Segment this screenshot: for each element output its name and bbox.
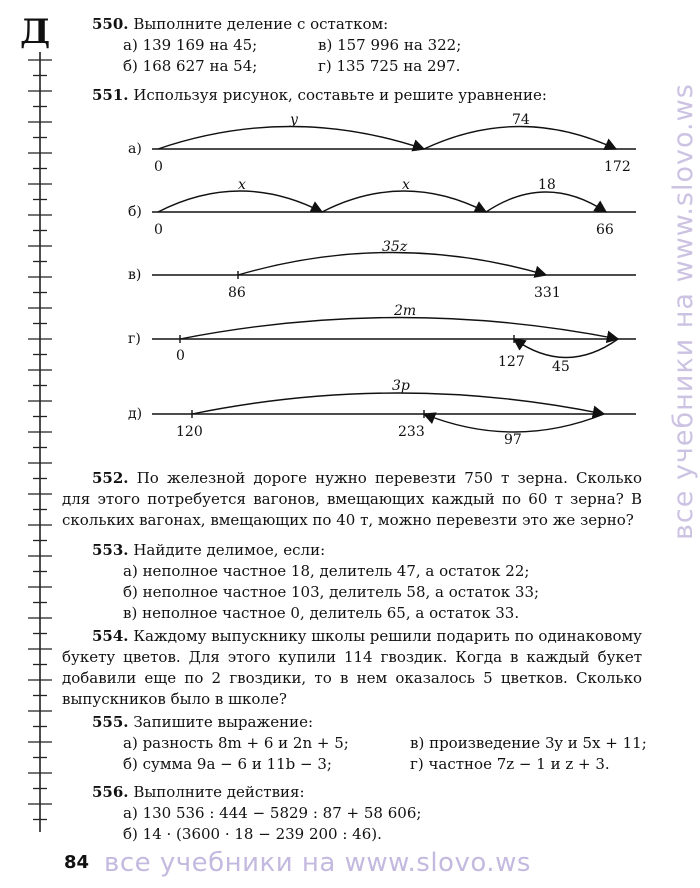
bottom-watermark: все учебники на www.slovo.ws xyxy=(104,848,531,878)
problem-550-v: в) 157 996 на 322; xyxy=(318,36,462,54)
problem-556-b: б) 14 · (3600 · 18 − 239 200 : 46). xyxy=(123,825,382,843)
problem-553-text: Найдите делимое, если: xyxy=(133,541,326,559)
diagram-v-label: в) xyxy=(128,267,142,283)
section-marker: Д xyxy=(20,12,51,52)
problem-553-a: а) неполное частное 18, делитель 47, а остаток 22; xyxy=(123,562,530,580)
diagram-b-start: 0 xyxy=(154,222,163,238)
diagram-b-arc-2-label: x xyxy=(402,177,410,193)
diagram-g-mid: 127 xyxy=(498,354,525,370)
diagram-g-arc-2 xyxy=(514,339,618,358)
diagram-g-label: г) xyxy=(128,331,141,347)
diagram-b-end: 66 xyxy=(596,222,614,238)
problem-550-text: Выполните деление с остатком: xyxy=(133,15,389,33)
diagram-a-label: а) xyxy=(128,141,142,157)
diagram-a-arc-1 xyxy=(158,127,424,150)
diagram-a-end: 172 xyxy=(604,159,631,175)
problem-556-number: 556. xyxy=(92,783,129,801)
problem-554-text: Каждому выпускнику школы решили подарить по одинаковому букету цветов. Для этого купили 114 гвоздик. Когда в каждый букет добавили еще по 2 гвоздики, то в нем оказалось 5 цветков. Сколько выпускников было в школе? xyxy=(62,627,642,708)
problem-555-g: г) частное 7z − 1 и z + 3. xyxy=(410,755,610,773)
problem-551-number: 551. xyxy=(92,86,129,104)
problem-555-title xyxy=(92,712,313,733)
diagram-g-arc-2-label: 45 xyxy=(552,359,570,375)
diagram-g-start: 0 xyxy=(176,348,185,364)
problem-554-number: 554. xyxy=(92,627,129,645)
problem-550-g: г) 135 725 на 297. xyxy=(318,57,461,75)
diagram-v-start: 86 xyxy=(228,285,246,301)
diagram-d-mid: 233 xyxy=(398,424,425,440)
diagram-v xyxy=(128,239,636,301)
problem-553-v: в) неполное частное 0, делитель 65, а остаток 33. xyxy=(123,604,520,622)
problem-555-number: 555. xyxy=(92,713,129,731)
diagram-d-arc-1-label: 3p xyxy=(392,378,410,394)
problem-555-text: Запишите выражение: xyxy=(133,713,314,731)
diagram-b-arc-1-label: x xyxy=(238,177,246,193)
problem-552 xyxy=(62,468,642,531)
diagram-d-start: 120 xyxy=(176,424,203,440)
diagram-g-arc-1-label: 2m xyxy=(394,303,417,319)
diagram-b-arc-3-label: 18 xyxy=(538,177,556,193)
diagram-a xyxy=(128,112,636,175)
diagram-a-start: 0 xyxy=(154,159,163,175)
page-number: 84 xyxy=(64,852,90,873)
diagram-d xyxy=(128,378,636,448)
diagram-b-arc-1 xyxy=(158,191,322,212)
diagram-g-arc-1 xyxy=(180,318,618,340)
diagram-v-arc-1-label: 35z xyxy=(382,239,408,255)
problem-550-b: б) 168 627 на 54; xyxy=(123,57,258,75)
problem-555-b: б) сумма 9a − 6 и 11b − 3; xyxy=(123,755,332,773)
problem-551-text: Используя рисунок, составьте и решите уравнение: xyxy=(133,86,547,104)
diagram-a-arc-2-label: 74 xyxy=(512,112,530,128)
diagram-b-arc-2 xyxy=(322,191,486,212)
problem-556-a: а) 130 536 : 444 − 5829 : 87 + 58 606; xyxy=(123,804,422,822)
problem-555-v: в) произведение 3y и 5x + 11; xyxy=(410,734,647,752)
problem-556-text: Выполните действия: xyxy=(133,783,305,801)
problem-553-title xyxy=(92,540,325,561)
problem-552-text: По железной дороге нужно перевезти 750 т зерна. Сколько для этого потребуется вагонов, вмещающих каждый по 60 т зерна? В скольких вагонах, вмещающих по 40 т, можно перевезти это же зерно? xyxy=(62,469,642,529)
diagram-d-arc-1 xyxy=(192,393,604,414)
problem-553-number: 553. xyxy=(92,541,129,559)
problem-554 xyxy=(62,626,642,710)
problem-556-title xyxy=(92,782,305,803)
diagram-b-label: б) xyxy=(128,204,142,220)
diagram-v-arc-1 xyxy=(238,253,546,276)
diagram-g xyxy=(128,303,636,375)
problem-553-b: б) неполное частное 103, делитель 58, а остаток 33; xyxy=(123,583,540,601)
diagram-a-arc-1-label: y xyxy=(290,112,298,128)
side-watermark: все учебники на www.slovo.ws xyxy=(668,83,699,540)
problem-550-a: а) 139 169 на 45; xyxy=(123,36,258,54)
problem-550-number: 550. xyxy=(92,15,129,33)
diagram-b-arc-3 xyxy=(486,192,606,212)
problem-555-a: а) разность 8m + 6 и 2n + 5; xyxy=(123,734,349,752)
diagram-d-arc-2 xyxy=(424,414,604,432)
diagram-a-arc-2 xyxy=(424,127,616,150)
diagram-v-end: 331 xyxy=(534,285,561,301)
diagram-d-label: д) xyxy=(128,406,143,422)
problem-552-number: 552. xyxy=(92,469,129,487)
diagram-d-arc-2-label: 97 xyxy=(504,432,522,448)
diagram-b xyxy=(128,177,636,238)
